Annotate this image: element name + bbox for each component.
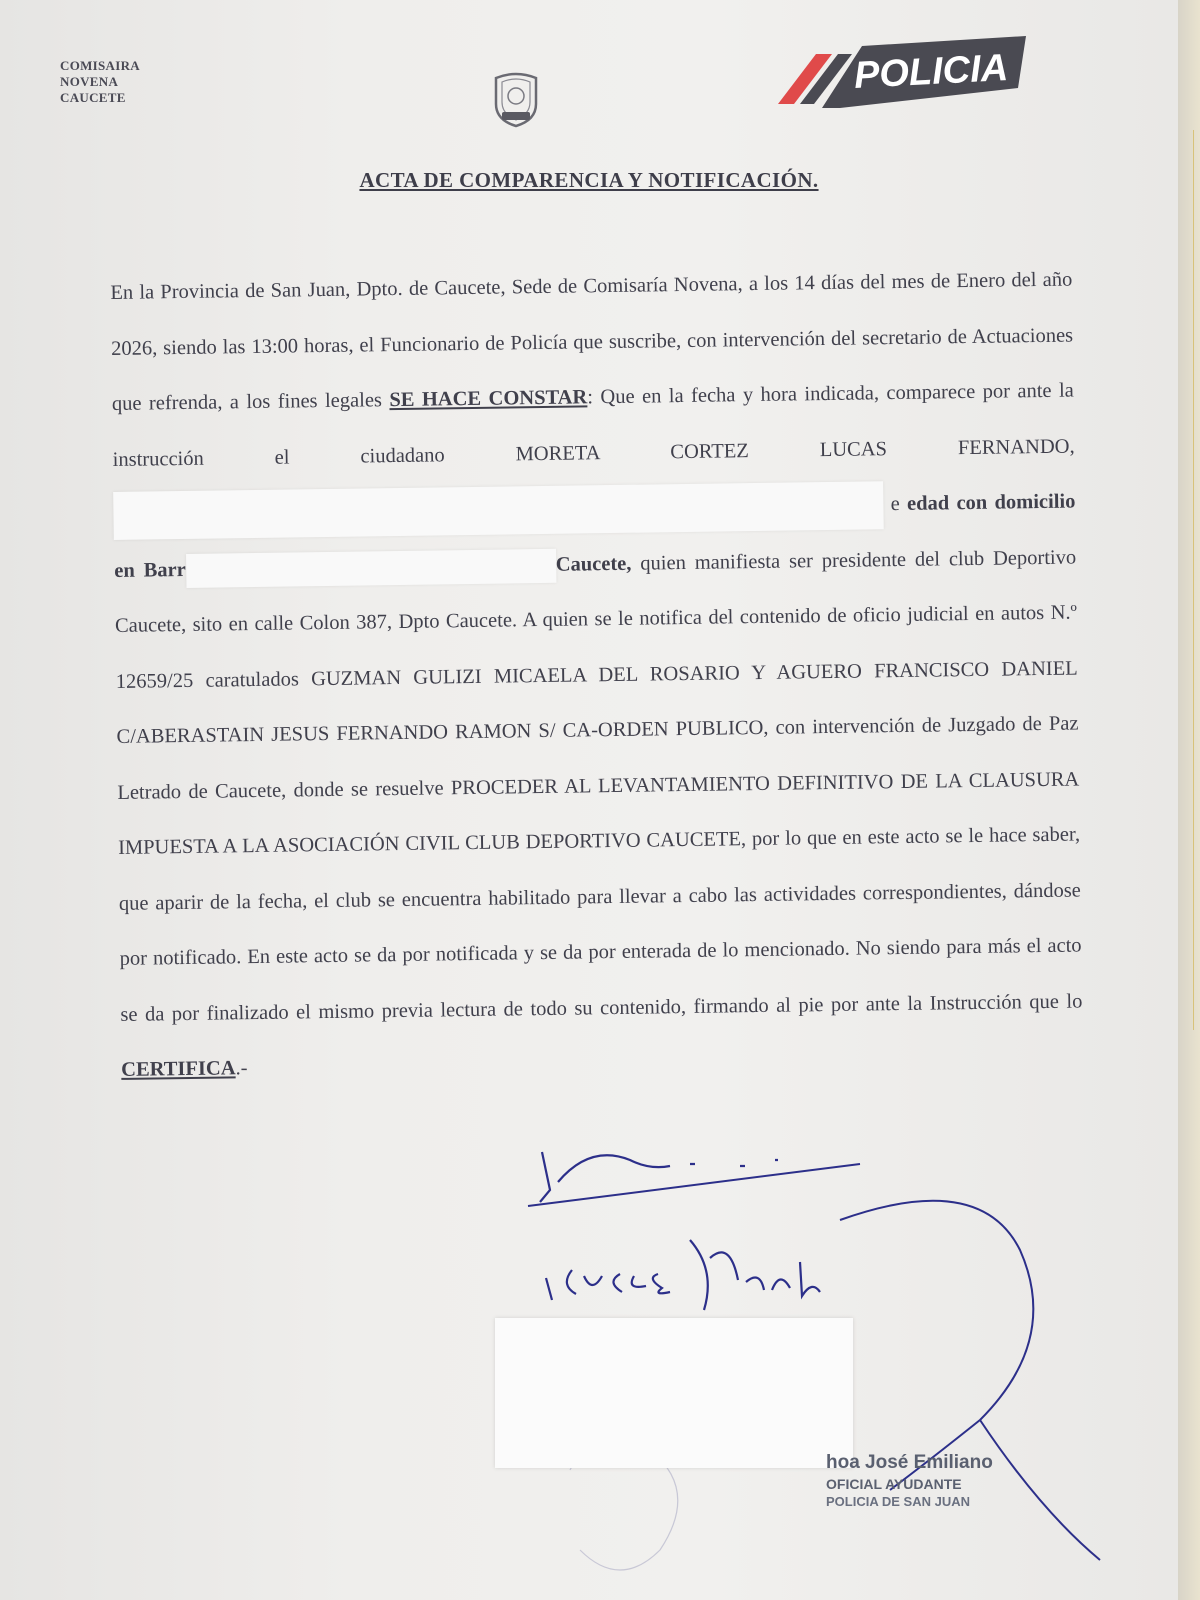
body-part-2-tail: e	[890, 492, 900, 516]
station-line-3: CAUCETE	[60, 90, 126, 105]
body-bold-caucete: Caucete,	[555, 552, 632, 576]
stamp-rank: OFICIAL AYUDANTE	[826, 1476, 962, 1492]
redacted-address	[186, 549, 556, 588]
body-paragraph	[110, 253, 1084, 1099]
station-line-2: NOVENA	[60, 74, 119, 89]
stamp-org: POLICIA DE SAN JUAN	[826, 1494, 970, 1509]
document-body	[110, 253, 1084, 1099]
body-part-1: En la Provincia de San Juan, Dpto. de Caucete, Sede de Comisaría Novena, a los 14 días del mes de Enero del año 2026, siendo las 13:00 horas, el Funcionario de Policía que suscribe, con intervención del secretario de Actuaciones que refrenda, a los fines legales	[110, 268, 1074, 415]
document-title	[0, 168, 1178, 193]
paper-edge	[1178, 0, 1200, 1600]
police-crest-icon	[488, 68, 544, 130]
station-line-1: COMISAIRA	[60, 58, 140, 73]
station-header	[60, 58, 140, 106]
policia-logo-text: POLICIA	[853, 46, 1010, 97]
body-bold-domicilio: edad con domicilio en Barr	[114, 490, 1076, 582]
stamp-name: hoa José Emiliano	[826, 1452, 993, 1473]
official-stamp	[826, 1452, 993, 1509]
policia-logo	[770, 32, 1050, 114]
redacted-block	[113, 482, 884, 541]
body-bold-certifica: CERTIFICA	[121, 1057, 236, 1081]
document-title-text: ACTA DE COMPARENCIA Y NOTIFICACIÓN.	[359, 168, 819, 192]
body-part-4: quien manifiesta ser presidente del club Deportivo Caucete, sito en calle Colon 387, Dpto Caucete. A quien se le notifica del contenido de oficio judicial en autos N.º 12659/25 caratulados GUZMAN GULIZI MICAELA DEL ROSARIO Y AGUERO FRANCISCO DANIEL C/ABERASTAIN JESUS FERNANDO RAMON S/ CA-ORDEN PUBLICO, con intervención de Juzgado de Paz Letrado de Caucete, donde se resuelve PROCEDER AL LEVANTAMIENTO DEFINITIVO DE LA CLAUSURA IMPUESTA A LA ASOCIACIÓN CIVIL CLUB DEPORTIVO CAUCETE, por lo que en este acto se le hace saber, que aparir de la fecha, el club se encuentra habilitado para llevar a cabo las actividades correspondientes, dándose por notificado. En este acto se da por notificada y se da por enterada de lo mencionado. No siendo para más el acto se da por finalizado el mismo previa lectura de todo su contenido, firmando al pie por ante la Instrucción que lo	[114, 546, 1083, 1026]
body-bold-constar: SE HACE CONSTAR	[389, 386, 588, 412]
redacted-signature-block	[495, 1318, 853, 1468]
body-part-2: : Que en la fecha y hora indicada, comparece por ante la instrucción el ciudadano MORETA CORTEZ LUCAS FERNANDO,	[112, 379, 1075, 471]
paper-edge-line	[1193, 130, 1194, 1030]
body-end: .-	[235, 1057, 248, 1080]
